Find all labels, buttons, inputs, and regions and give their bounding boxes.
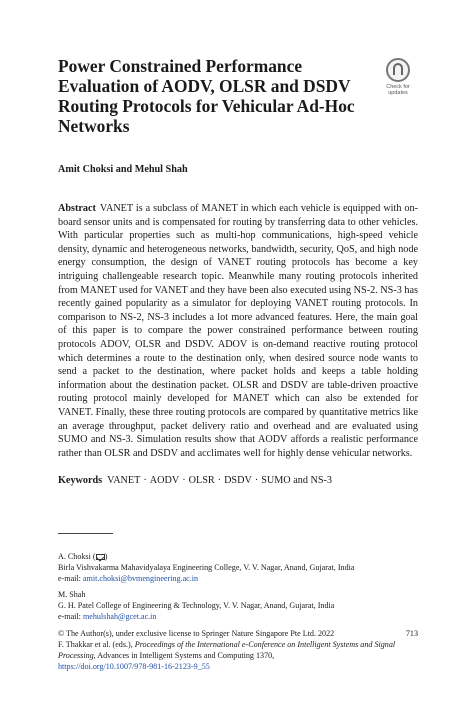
author-name: M. Shah <box>58 590 86 599</box>
author-affiliation-2 <box>58 589 418 622</box>
abstract-label: Abstract <box>58 203 96 214</box>
affiliation-text: G. H. Patel College of Engineering & Technology, V. V. Nagar, Anand, Gujarat, India <box>58 601 335 610</box>
authors: Amit Choksi and Mehul Shah <box>58 164 188 175</box>
keyword: OLSR <box>188 475 215 486</box>
email-link[interactable]: mehulshah@gcet.ac.in <box>82 612 157 621</box>
abstract-text: VANET is a subclass of MANET in which each vehicle is equipped with on-board sensor units and is compensated for routing by transferring data to other vehicles. With particular properties such as multi-hop communications, high-speed vehicle density, dynamic and heterogeneous networks, bandwidth, security, QoS, and high node energy consumption, the design of VANET routing protocols has become a key intriguing challengeable research topic. Meanwhile many routing protocols inherited from MANET used for VANET and they have been also executed using NS-2. NS-3 has recently gained popularity as a simulator for deploying VANET routing protocols. In comparison to NS-2, NS-3 includes a lot more advanced features. Here, the main goal of this paper is to compare the power constrained performance between routing protocols ADOV, OLSR and DSDV. ADOV is on-demand reactive routing protocol which determines a route to the destination only, when desired source node wants to send a packet to the destination, where packet holds and keeps a table holding information about the destination packet. OLSR and DSDV are table-driven proactive routing protocol mainly developed for MANET which can also be extended for VANET. Finally, these three routing protocols are compared by quantitative metrics like an average throughput, packet delivery ratio and overhead and are evaluated using SUMO and NS-3. Simulation results show that AODV affords a realistic performance rather than OLSR and DSDV and acclimates well for highly dense vehicular networks. <box>58 203 418 459</box>
email-line <box>58 611 418 622</box>
keywords <box>58 475 418 486</box>
badge-line-2: updates <box>388 90 408 96</box>
email-line <box>58 573 418 584</box>
keyword-separator: · <box>217 475 222 486</box>
affiliation-text: Birla Vishvakarma Mahavidyalaya Engineering College, V. V. Nagar, Anand, Gujarat, India <box>58 563 355 572</box>
keyword-separator: · <box>182 475 186 486</box>
keyword: SUMO and NS-3 <box>261 475 332 486</box>
paper-title: Power Constrained Performance Evaluation of AODV, OLSR and DSDV Routing Protocols for Vehicular Ad-Hoc Networks <box>58 56 355 136</box>
keyword: VANET <box>107 475 141 486</box>
publication-footer <box>58 628 418 672</box>
doi-link[interactable]: https://doi.org/10.1007/978-981-16-2123-9_55 <box>58 662 210 671</box>
author-affiliation-1 <box>58 551 418 584</box>
proceedings-title: Proceedings of the International e-Conference on Intelligent Systems and Signal Processing <box>58 640 396 660</box>
check-for-updates-icon <box>386 58 410 82</box>
copyright-line: © The Author(s), under exclusive license to Springer Nature Singapore Pte Ltd. 2022 <box>58 629 335 638</box>
envelope-icon <box>96 554 105 560</box>
footnote-divider <box>58 533 113 534</box>
keywords-label: Keywords <box>58 475 103 486</box>
keyword: DSDV <box>224 475 252 486</box>
email-link[interactable]: amit.choksi@bvmengineering.ac.in <box>82 574 199 583</box>
check-for-updates-badge[interactable] <box>380 58 416 100</box>
author-name: A. Choksi ( <box>58 552 96 561</box>
page-number: 713 <box>405 629 418 638</box>
author-name-close: ) <box>104 552 108 561</box>
keyword-separator: · <box>254 475 259 486</box>
doi-line <box>58 661 418 672</box>
citation-line <box>58 639 418 661</box>
editors: F. Thakkar et al. (eds.), <box>58 640 133 649</box>
keyword-separator: · <box>143 475 147 486</box>
abstract <box>58 202 418 460</box>
email-label: e-mail: <box>58 574 81 583</box>
email-label: e-mail: <box>58 612 81 621</box>
badge-line-1: Check for <box>386 84 410 90</box>
series-info: , Advances in Intelligent Systems and Computing 1370, <box>93 651 275 660</box>
author-name-line <box>58 551 418 562</box>
keyword: AODV <box>149 475 180 486</box>
badge-label <box>380 84 416 96</box>
